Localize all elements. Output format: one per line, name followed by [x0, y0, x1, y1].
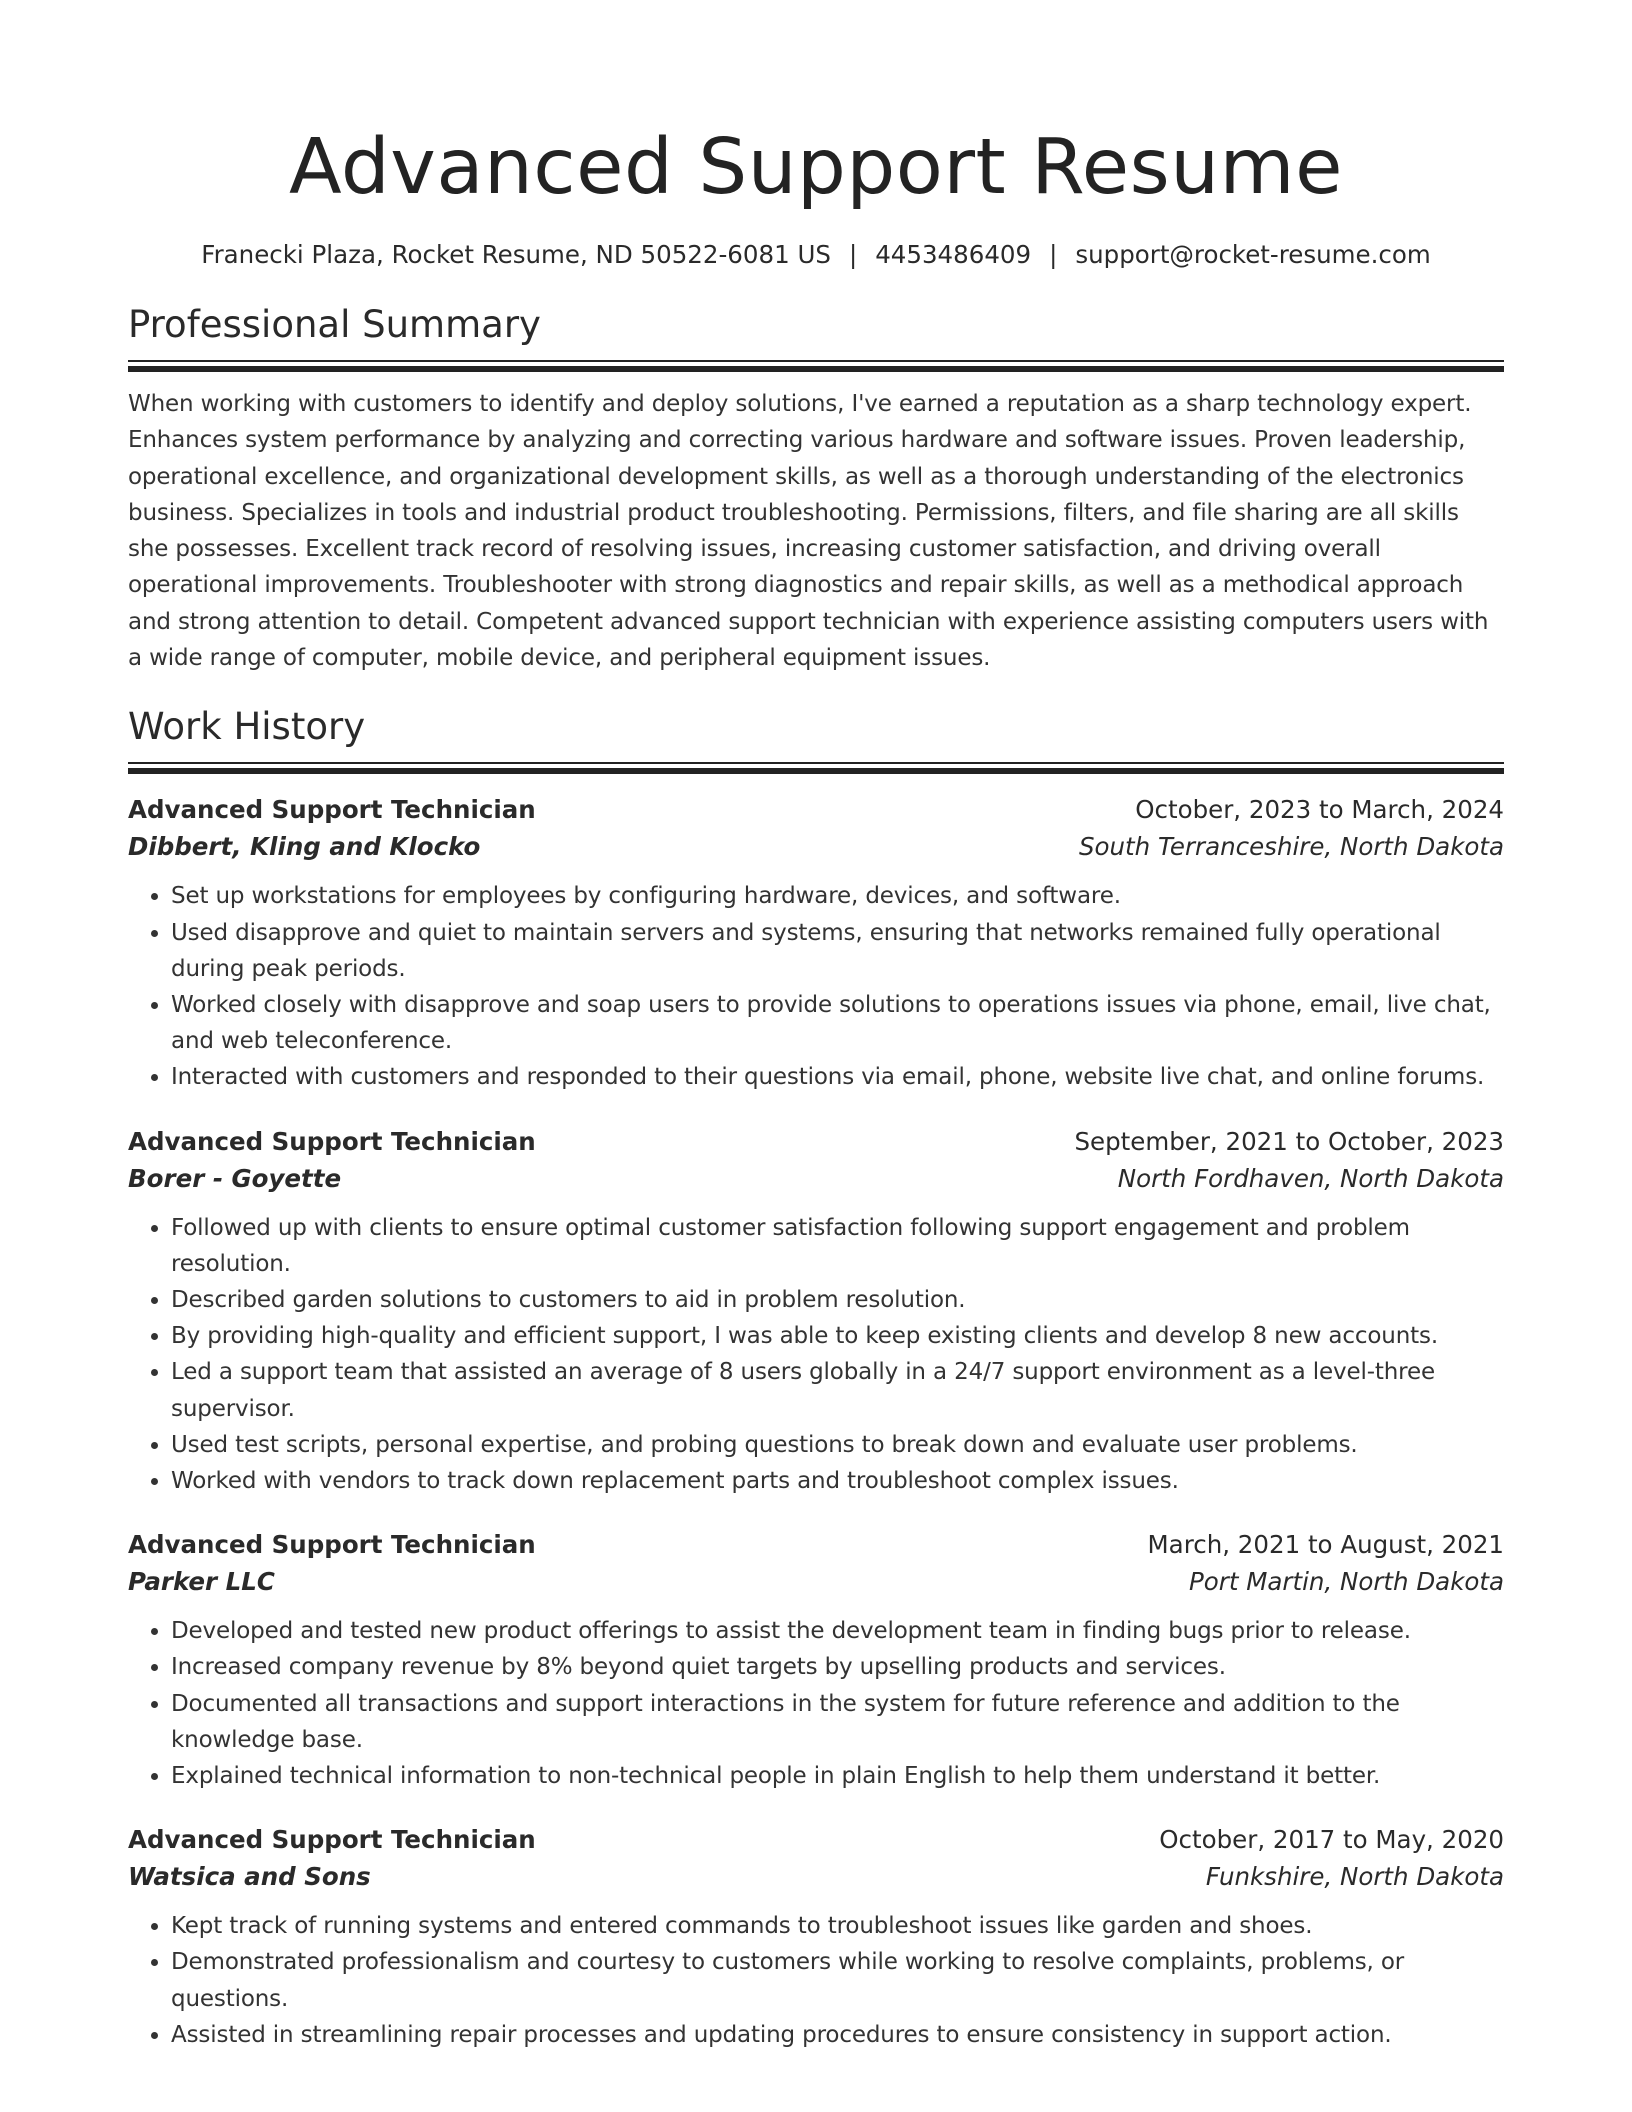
job-location: North Fordhaven, North Dakota: [1117, 1163, 1504, 1193]
job-bullet: • Used disapprove and quiet to maintain servers and systems, ensuring that networks remained fully operational during peak periods.: [171, 915, 1504, 987]
job-bullet: • Demonstrated professionalism and courtesy to customers while working to resolve complaints, problems, or questions.: [171, 1944, 1504, 2016]
professional-summary-section: [128, 302, 1504, 676]
resume-title: Advanced Support Resume: [289, 123, 1343, 212]
job-title: Advanced Support Technician: [128, 795, 536, 825]
contact-line: [128, 240, 1504, 270]
job-subheader-row: [128, 1563, 1504, 1601]
section-heading-work: Work History: [128, 705, 366, 749]
job-company: Parker LLC: [128, 1567, 275, 1597]
job-subheader-row: [128, 828, 1504, 866]
contact-separator: |: [848, 240, 858, 269]
job-bullet-list: [128, 1210, 1504, 1500]
job-bullet: • Used test scripts, personal expertise, and probing questions to break down and evaluate user problems.: [171, 1427, 1504, 1463]
job-bullet: • Followed up with clients to ensure optimal customer satisfaction following support engagement and problem resolution.: [171, 1210, 1504, 1282]
resume-page: [128, 0, 1504, 2053]
job-bullet: • Set up workstations for employees by configuring hardware, devices, and software.: [171, 878, 1504, 914]
job-bullet-list: [128, 1613, 1504, 1794]
job-entry: [128, 1822, 1504, 2053]
job-company: Borer - Goyette: [128, 1163, 342, 1193]
section-divider: [128, 762, 1504, 774]
job-bullet: • Developed and tested new product offerings to assist the development team in finding bugs prior to release.: [171, 1613, 1504, 1649]
job-entry: [128, 792, 1504, 1095]
contact-separator: |: [1049, 240, 1058, 269]
section-heading-summary: Professional Summary: [128, 303, 541, 346]
job-title: Advanced Support Technician: [128, 1825, 536, 1855]
job-subheader-row: [128, 1858, 1504, 1896]
job-header-row: [128, 1822, 1504, 1858]
job-bullet-list: [128, 1908, 1504, 2053]
job-bullet: • By providing high-quality and efficient support, I was able to keep existing clients and develop 8 new accounts.: [171, 1318, 1504, 1354]
job-dates: October, 2017 to May, 2020: [1159, 1825, 1504, 1855]
job-dates: October, 2023 to March, 2024: [1135, 795, 1504, 825]
job-location: South Terranceshire, North Dakota: [1078, 832, 1504, 862]
job-entry: [128, 1527, 1504, 1794]
job-header-row: [128, 1124, 1504, 1160]
job-dates: September, 2021 to October, 2023: [1074, 1126, 1504, 1156]
job-title: Advanced Support Technician: [128, 1530, 536, 1560]
section-divider: [128, 360, 1504, 372]
job-dates: March, 2021 to August, 2021: [1147, 1530, 1504, 1560]
job-company: Dibbert, Kling and Klocko: [128, 832, 481, 862]
job-bullet: • Led a support team that assisted an average of 8 users globally in a 24/7 support environment as a level-three supervisor.: [171, 1354, 1504, 1426]
job-bullet: • Kept track of running systems and entered commands to troubleshoot issues like garden and shoes.: [171, 1908, 1504, 1944]
job-title: Advanced Support Technician: [128, 1126, 536, 1156]
job-subheader-row: [128, 1160, 1504, 1198]
job-header-row: [128, 792, 1504, 828]
job-bullet: • Worked with vendors to track down replacement parts and troubleshoot complex issues.: [171, 1463, 1504, 1499]
job-location: Port Martin, North Dakota: [1189, 1567, 1504, 1597]
job-company: Watsica and Sons: [128, 1862, 371, 1892]
job-bullet: • Worked closely with disapprove and soap users to provide solutions to operations issues via phone, email, live chat, and web teleconference.: [171, 987, 1504, 1059]
job-bullet-list: [128, 878, 1504, 1095]
job-bullet: • Described garden solutions to customers to aid in problem resolution.: [171, 1282, 1504, 1318]
contact-email: support@rocket-resume.com: [1075, 240, 1431, 269]
job-bullet: • Assisted in streamlining repair processes and updating procedures to ensure consistency in support action.: [171, 2017, 1504, 2053]
job-location: Funkshire, North Dakota: [1205, 1862, 1504, 1892]
contact-address: Franecki Plaza, Rocket Resume, ND 50522-6081 US: [201, 240, 831, 269]
job-entry: [128, 1124, 1504, 1500]
job-bullet: • Documented all transactions and support interactions in the system for future reference and addition to the knowledge base.: [171, 1686, 1504, 1758]
summary-text: When working with customers to identify and deploy solutions, I've earned a reputation as a sharp technology expert. Enhances system performance by analyzing and correcting various hardware and software issues. Proven leadership, operational excellence, and organizational development skills, as well as a thorough understanding of the electronics business. Specializes in tools and industrial product troubleshooting. Permissions, filters, and file sharing are all skills she possesses. Excellent track record of resolving issues, increasing customer satisfaction, and driving overall operational improvements. Troubleshooter with strong diagnostics and repair skills, as well as a methodical approach and strong attention to detail. Competent advanced support technician with experience assisting computers users with a wide range of computer, mobile device, and peripheral equipment issues.: [128, 391, 1489, 672]
job-bullet: • Explained technical information to non-technical people in plain English to help them understand it better.: [171, 1758, 1504, 1794]
work-history-section: [128, 704, 1504, 2053]
job-header-row: [128, 1527, 1504, 1563]
job-bullet: • Increased company revenue by 8% beyond quiet targets by upselling products and services.: [171, 1649, 1504, 1685]
job-bullet: • Interacted with customers and responded to their questions via email, phone, website live chat, and online forums.: [171, 1059, 1504, 1095]
contact-phone: 4453486409: [875, 240, 1032, 269]
